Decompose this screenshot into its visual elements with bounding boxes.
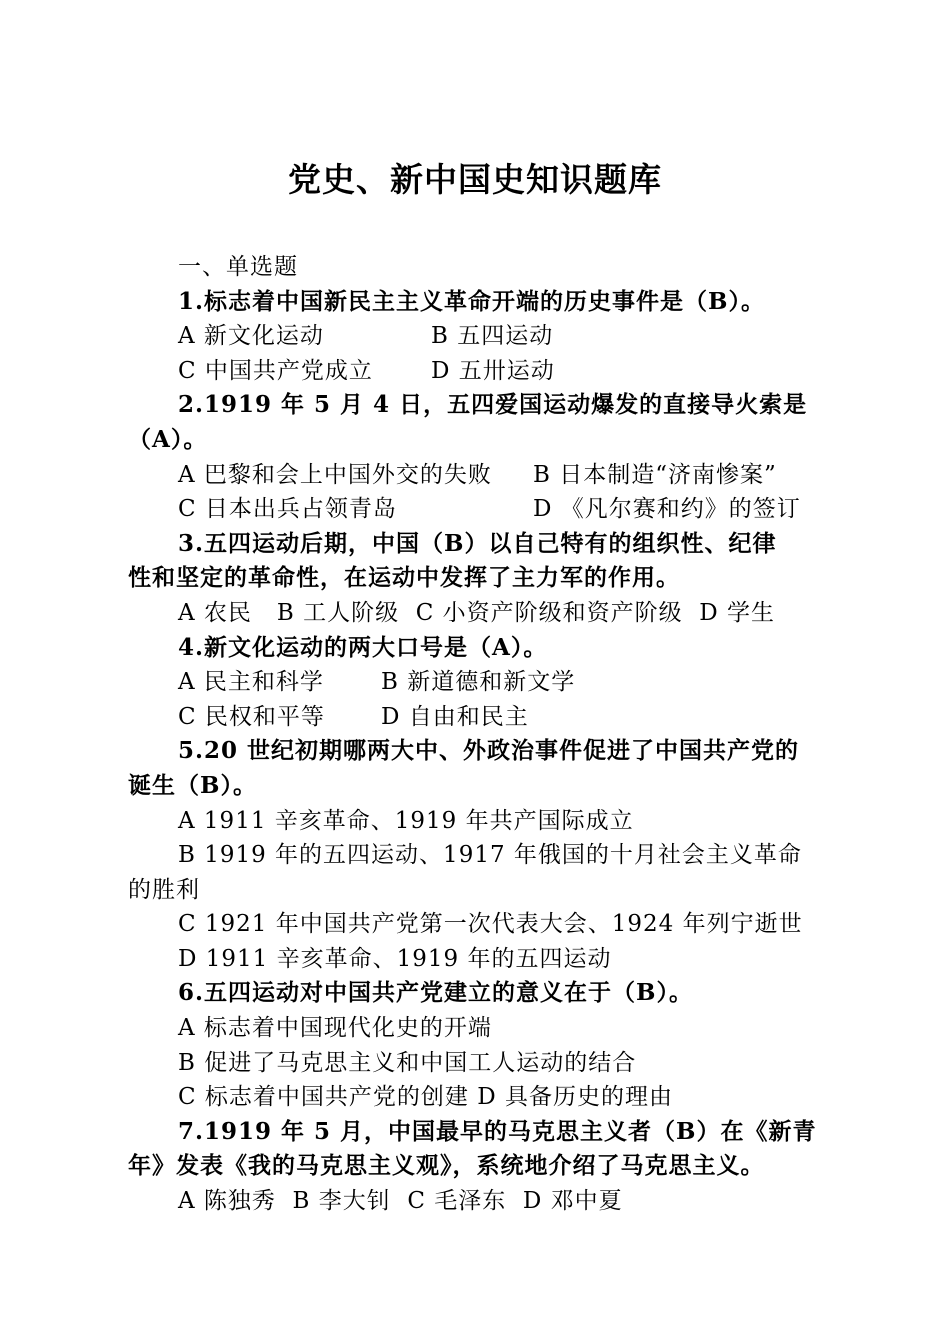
question-4-options-row-2: [128, 700, 828, 735]
question-3-stem: 3.五四运动后期，中国（B）以自己特有的组织性、纪律: [178, 529, 777, 557]
question-5-option-c: C 1921 年中国共产党第一次代表大会、1924 年列宁逝世: [178, 911, 803, 938]
question-5-stem: 5.20 世纪初期哪两大中、外政治事件促进了中国共产党的: [178, 737, 800, 765]
option-d: D 《凡尔赛和约》的签订: [533, 496, 801, 523]
option-c: C 民权和平等: [178, 703, 325, 730]
question-6-option-b: B 促进了马克思主义和中国工人运动的结合: [178, 1049, 637, 1076]
question-6-option-a: A 标志着中国现代化史的开端: [178, 1015, 492, 1042]
section-heading: 一、单选题: [178, 254, 298, 280]
question-3-stem-continued: 性和坚定的革命性，在运动中发挥了主力军的作用。: [128, 564, 680, 592]
question-4-options-row-1: [128, 665, 828, 700]
question-2-options-row-2: [128, 492, 828, 527]
question-3-options: A 农民 B 工人阶级 C 小资产阶级和资产阶级 D 学生: [178, 599, 775, 626]
option-d: D 五卅运动: [431, 357, 555, 384]
option-a: A 新文化运动: [178, 323, 324, 350]
option-c: C 日本出兵占领青岛: [178, 496, 397, 523]
question-2-stem-continued: （A）。: [128, 425, 208, 453]
question-7-options: A 陈独秀 B 李大钊 C 毛泽东 D 邓中夏: [178, 1188, 623, 1215]
question-5-option-d: D 1911 辛亥革命、1919 年的五四运动: [178, 945, 612, 972]
question-2-stem: 2.1919 年 5 月 4 日，五四爱国运动爆发的直接导火索是: [178, 391, 808, 419]
question-5-option-a: A 1911 辛亥革命、1919 年共产国际成立: [178, 807, 634, 834]
document-body: [128, 250, 828, 1219]
option-a: A 民主和科学: [178, 669, 324, 696]
option-d: D 自由和民主: [381, 703, 529, 730]
document-title: 党史、新中国史知识题库: [288, 160, 662, 199]
option-b: B 五四运动: [431, 323, 554, 350]
question-5-stem-continued: 诞生（B）。: [128, 771, 257, 799]
option-b: B 新道德和新文学: [381, 669, 576, 696]
question-4-stem: 4.新文化运动的两大口号是（A）。: [178, 633, 548, 661]
option-c: C 中国共产党成立: [178, 357, 373, 384]
question-1-options-row-2: [128, 354, 828, 389]
question-7-stem: 7.1919 年 5 月，中国最早的马克思主义者（B）在《新青: [178, 1117, 817, 1145]
question-5-option-b: B 1919 年的五四运动、1917 年俄国的十月社会主义革命: [178, 842, 802, 869]
question-6-option-c-d: C 标志着中国共产党的创建 D 具备历史的理由: [178, 1084, 673, 1111]
option-a: A 巴黎和会上中国外交的失败: [178, 461, 492, 488]
question-6-stem: 6.五四运动对中国共产党建立的意义在于（B）。: [178, 979, 693, 1007]
option-b: B 日本制造“济南惨案”: [533, 461, 777, 488]
question-1-stem: 1.标志着中国新民主主义革命开端的历史事件是（B）。: [178, 287, 765, 315]
question-5-option-b-continued: 的胜利: [128, 876, 200, 903]
question-7-stem-continued: 年》发表《我的马克思主义观》，系统地介绍了马克思主义。: [128, 1152, 765, 1180]
question-2-options-row-1: [128, 458, 828, 493]
question-1-options-row-1: [128, 319, 828, 354]
